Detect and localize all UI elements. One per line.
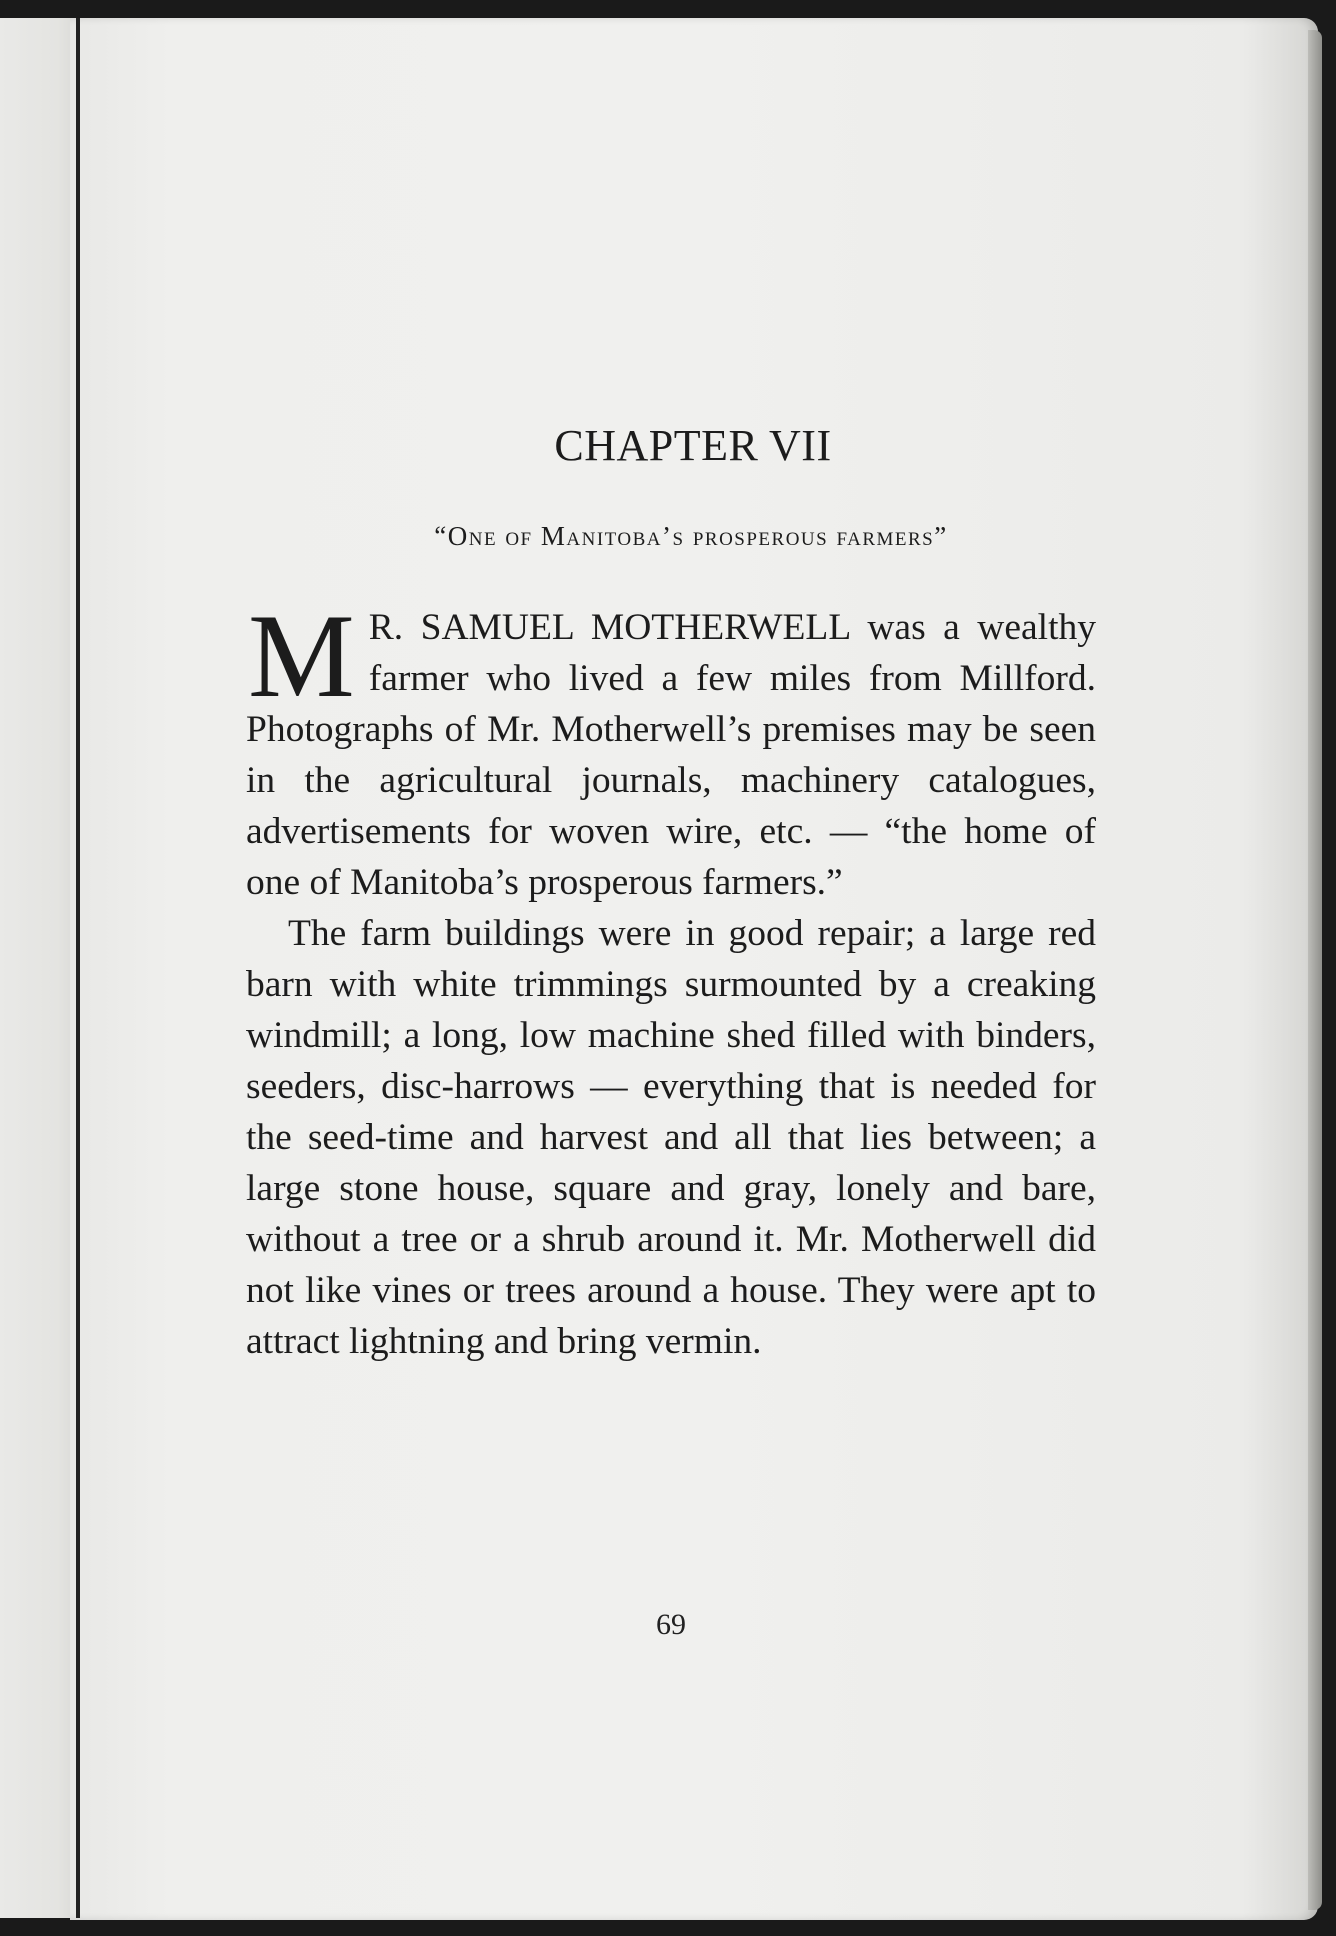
page-text-block	[246, 420, 1096, 1367]
paragraph-1-text: R. SAMUEL MOTHERWELL was a wealthy farmer who lived a few miles from Millford. Photographs of Mr. Motherwell’s premises may be seen in the agricultural journals, machinery catalogues, advertisements for woven wire, etc. — “the home of one of Manitoba’s prosperous farmers.”	[246, 607, 1096, 903]
paragraph-1	[246, 589, 1096, 908]
chapter-title: CHAPTER VII	[554, 421, 832, 470]
paragraph-2: The farm buildings were in good repair; a large red barn with white trimmings surmounted by a creaking windmill; a long, low machine shed filled with binders, seeders, disc-harrows — everything that is needed for the seed-time and harvest and all that lies between; a large stone house, square and gray, lonely and bare, without a tree or a shrub around it. Mr. Motherwell did not like vines or trees around a house. They were apt to attract lightning and bring vermin.	[246, 913, 1096, 1362]
drop-cap: M	[248, 589, 355, 722]
page-number: 69	[656, 1608, 686, 1641]
chapter-subtitle: “One of Manitoba’s prosperous farmers”	[434, 521, 948, 551]
